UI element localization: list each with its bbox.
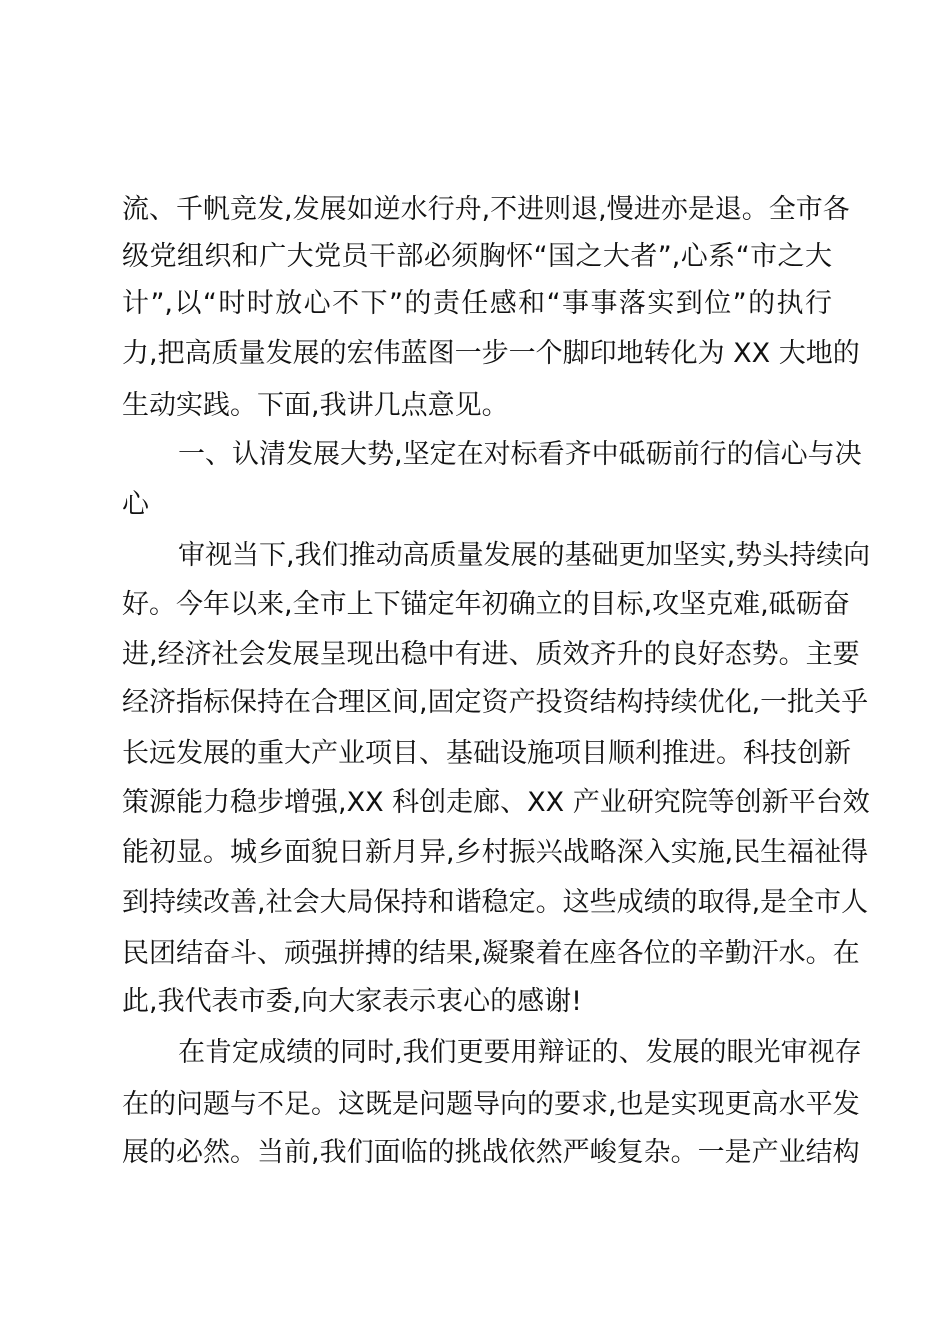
section-heading: 一、认清发展大势,坚定在对标看齐中砥砺前行的信心与决 bbox=[178, 439, 862, 470]
text-line: 生动实践。下面,我讲几点意见。 bbox=[122, 390, 509, 421]
text-line: 长远发展的重大产业项目、基础设施项目顺利推进。科技创新 bbox=[122, 738, 851, 769]
text-line: 经济指标保持在合理区间,固定资产投资结构持续优化,一批关乎 bbox=[122, 687, 869, 718]
text-line: 到持续改善,社会大局保持和谐稳定。这些成绩的取得,是全市人 bbox=[122, 887, 869, 918]
section-heading: 心 bbox=[122, 489, 149, 520]
text-line: 展的必然。当前,我们面临的挑战依然严峻复杂。一是产业结构 bbox=[122, 1137, 860, 1168]
text-line: 级党组织和广大党员干部必须胸怀“国之大者”,心系“市之大 bbox=[122, 241, 832, 272]
text-line: 好。今年以来,全市上下锚定年初确立的目标,攻坚克难,砥砺奋 bbox=[122, 589, 850, 620]
text-line: 在的问题与不足。这既是问题导向的要求,也是实现更高水平发 bbox=[122, 1089, 860, 1120]
text-line: 策源能力稳步增强,XX 科创走廊、XX 产业研究院等创新平台效 bbox=[122, 787, 870, 818]
text-line: 进,经济社会发展呈现出稳中有进、质效齐升的良好态势。主要 bbox=[122, 639, 860, 670]
text-line: 此,我代表市委,向大家表示衷心的感谢! bbox=[122, 986, 582, 1017]
text-line: 流、千帆竞发,发展如逆水行舟,不进则退,慢进亦是退。全市各 bbox=[122, 194, 850, 225]
text-line: 力,把高质量发展的宏伟蓝图一步一个脚印地转化为 XX 大地的 bbox=[122, 338, 860, 369]
text-line: 计”,以“时时放心不下”的责任感和“事事落实到位”的执行 bbox=[122, 288, 832, 319]
text-line: 审视当下,我们推动高质量发展的基础更加坚实,势头持续向 bbox=[178, 540, 871, 571]
text-line: 能初显。城乡面貌日新月异,乡村振兴战略深入实施,民生福祉得 bbox=[122, 837, 869, 868]
text-line: 民团结奋斗、顽强拼搏的结果,凝聚着在座各位的辛勤汗水。在 bbox=[122, 938, 860, 969]
text-line: 在肯定成绩的同时,我们更要用辩证的、发展的眼光审视存 bbox=[178, 1037, 862, 1068]
